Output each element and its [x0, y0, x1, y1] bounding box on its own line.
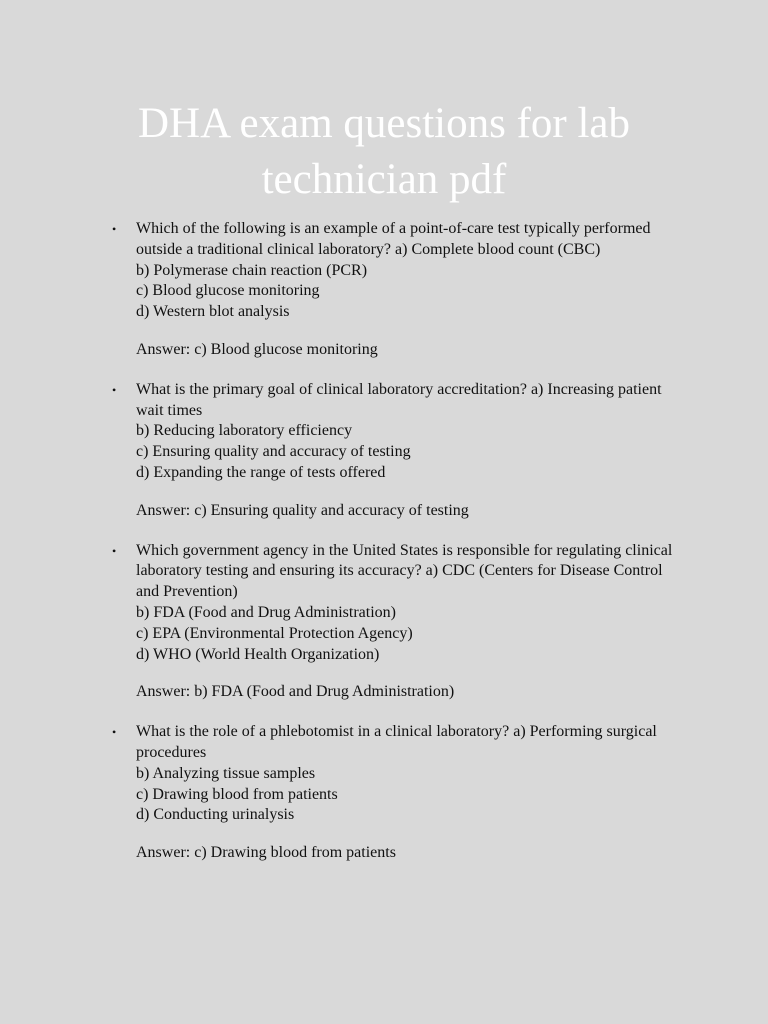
- page-title: [0, 96, 768, 208]
- title-line-2: technician pdf: [261, 156, 507, 203]
- bullet-icon: •: [112, 543, 117, 558]
- question-item: [0, 541, 768, 704]
- answer-option: c) EPA (Environmental Protection Agency): [136, 624, 413, 642]
- answer-option: c) Drawing blood from patients: [136, 785, 338, 803]
- question-item: [0, 380, 768, 522]
- answer-option: d) Expanding the range of tests offered: [136, 463, 386, 481]
- question-item: [0, 722, 768, 864]
- bullet-icon: •: [112, 382, 117, 397]
- correct-answer: Answer: c) Blood glucose monitoring: [136, 340, 378, 358]
- answer-option: d) WHO (World Health Organization): [136, 645, 380, 663]
- correct-answer: Answer: b) FDA (Food and Drug Administration): [136, 683, 455, 701]
- answer-option: d) Conducting urinalysis: [136, 806, 295, 824]
- answer-option: b) Analyzing tissue samples: [136, 764, 316, 782]
- question-list: [0, 219, 768, 883]
- correct-answer: Answer: c) Drawing blood from patients: [136, 844, 396, 862]
- title-line-1: DHA exam questions for lab: [137, 100, 631, 147]
- question-stem: What is the primary goal of clinical laboratory accreditation? a) Increasing patient wait times: [136, 380, 662, 419]
- bullet-icon: •: [112, 725, 117, 740]
- question-item: [0, 219, 768, 361]
- question-stem: Which government agency in the United States is responsible for regulating clinical laboratory testing and ensuring its accuracy? a) CDC (Centers for Disease Control and Prevention): [136, 541, 673, 601]
- question-stem: What is the role of a phlebotomist in a clinical laboratory? a) Performing surgical procedures: [136, 723, 657, 761]
- bullet-icon: •: [112, 222, 117, 236]
- correct-answer: Answer: c) Ensuring quality and accuracy of testing: [136, 501, 469, 519]
- answer-option: d) Western blot analysis: [136, 303, 290, 321]
- answer-option: c) Blood glucose monitoring: [136, 282, 320, 300]
- question-stem: Which of the following is an example of a point-of-care test typically performed outside a traditional clinical laboratory? a) Complete blood count (CBC): [136, 220, 651, 258]
- answer-option: c) Ensuring quality and accuracy of testing: [136, 443, 411, 461]
- answer-option: b) Polymerase chain reaction (PCR): [136, 261, 368, 279]
- answer-option: b) FDA (Food and Drug Administration): [136, 603, 396, 621]
- answer-option: b) Reducing laboratory efficiency: [136, 422, 353, 440]
